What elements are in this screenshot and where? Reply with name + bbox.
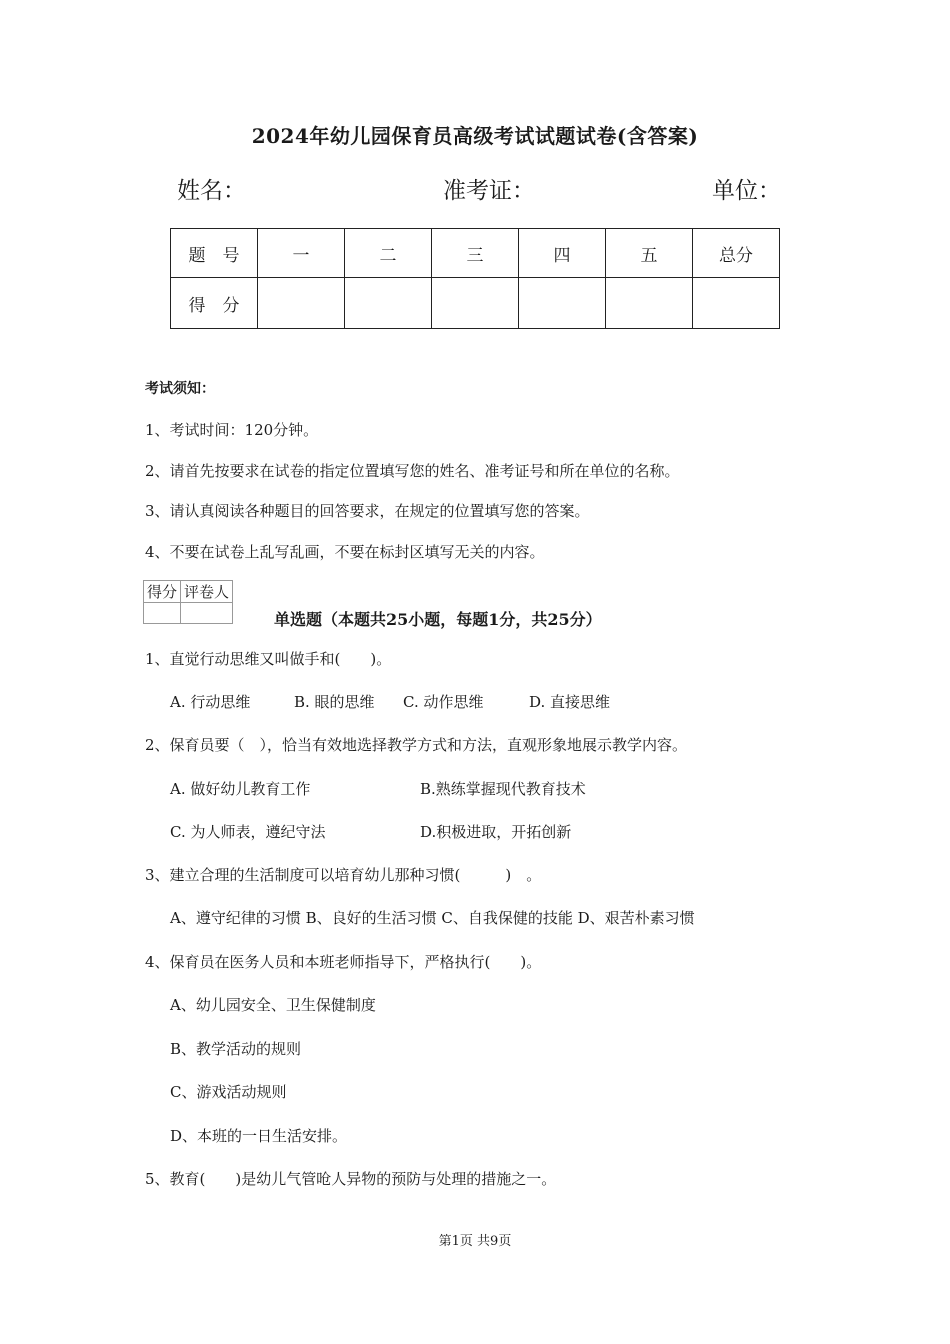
score-table-score-row (171, 278, 780, 329)
name-label: 姓名： (177, 178, 246, 204)
score-header-1: 一 (258, 229, 345, 278)
q1-option-c: C. 动作思维 (403, 693, 484, 711)
score-cell-total (693, 278, 780, 329)
score-table (170, 228, 780, 329)
notice-item: 3、请认真阅读各种题目的回答要求，在规定的位置填写您的答案。 (145, 502, 590, 520)
score-cell-4 (519, 278, 606, 329)
q2-option-c: C. 为人师表，遵纪守法 (170, 823, 326, 841)
score-cell-2 (345, 278, 432, 329)
unit-label: 单位： (712, 178, 781, 204)
score-header-5: 五 (606, 229, 693, 278)
q2-option-b: B.熟练掌握现代教育技术 (420, 780, 586, 798)
grader-score-cell (144, 603, 181, 624)
score-header-2: 二 (345, 229, 432, 278)
grader-name-label: 评卷人 (181, 581, 233, 603)
grader-score-label: 得分 (144, 581, 181, 603)
notice-item: 4、不要在试卷上乱写乱画，不要在标封区填写无关的内容。 (145, 543, 545, 561)
question-4-stem: 4、保育员在医务人员和本班老师指导下，严格执行( )。 (145, 953, 542, 971)
score-header-label: 题 号 (171, 229, 258, 278)
grader-box (143, 580, 233, 624)
score-header-3: 三 (432, 229, 519, 278)
grader-name-cell (181, 603, 233, 624)
notice-heading: 考试须知： (145, 381, 215, 397)
q1-option-b: B. 眼的思维 (294, 693, 375, 711)
q2-option-a: A. 做好幼儿教育工作 (170, 780, 311, 798)
q1-option-d: D. 直接思维 (529, 693, 611, 711)
score-table-header-row (171, 229, 780, 278)
notice-item: 1、考试时间：120分钟。 (145, 421, 319, 439)
q4-option-d: D、本班的一日生活安排。 (170, 1127, 348, 1145)
question-2-stem: 2、保育员要（ ），恰当有效地选择教学方式和方法，直观形象地展示教学内容。 (145, 736, 688, 754)
page-footer: 第1页 共9页 (438, 1234, 512, 1249)
question-3-stem: 3、建立合理的生活制度可以培育幼儿那种习惯( ) 。 (145, 866, 542, 884)
q3-options: A、遵守纪律的习惯 B、良好的生活习惯 C、自我保健的技能 D、艰苦朴素习惯 (170, 909, 695, 927)
q2-option-d: D.积极进取，开拓创新 (420, 823, 572, 841)
score-row-label: 得 分 (171, 278, 258, 329)
q4-option-b: B、教学活动的规则 (170, 1040, 302, 1058)
q4-option-c: C、游戏活动规则 (170, 1083, 287, 1101)
score-cell-3 (432, 278, 519, 329)
q4-option-a: A、幼儿园安全、卫生保健制度 (170, 996, 376, 1014)
score-header-4: 四 (519, 229, 606, 278)
section-title: 单选题（本题共25小题，每题1分，共25分） (274, 610, 602, 629)
notice-item: 2、请首先按要求在试卷的指定位置填写您的姓名、准考证号和所在单位的名称。 (145, 462, 680, 480)
ticket-label: 准考证： (443, 178, 535, 204)
score-cell-1 (258, 278, 345, 329)
question-5-stem: 5、教育( )是幼儿气管呛人异物的预防与处理的措施之一。 (145, 1170, 557, 1188)
score-cell-5 (606, 278, 693, 329)
page-title: 2024年幼儿园保育员高级考试试题试卷(含答案) (251, 124, 699, 148)
question-1-stem: 1、直觉行动思维又叫做手和( )。 (145, 650, 392, 668)
q1-option-a: A. 行动思维 (170, 693, 251, 711)
score-header-total: 总分 (693, 229, 780, 278)
